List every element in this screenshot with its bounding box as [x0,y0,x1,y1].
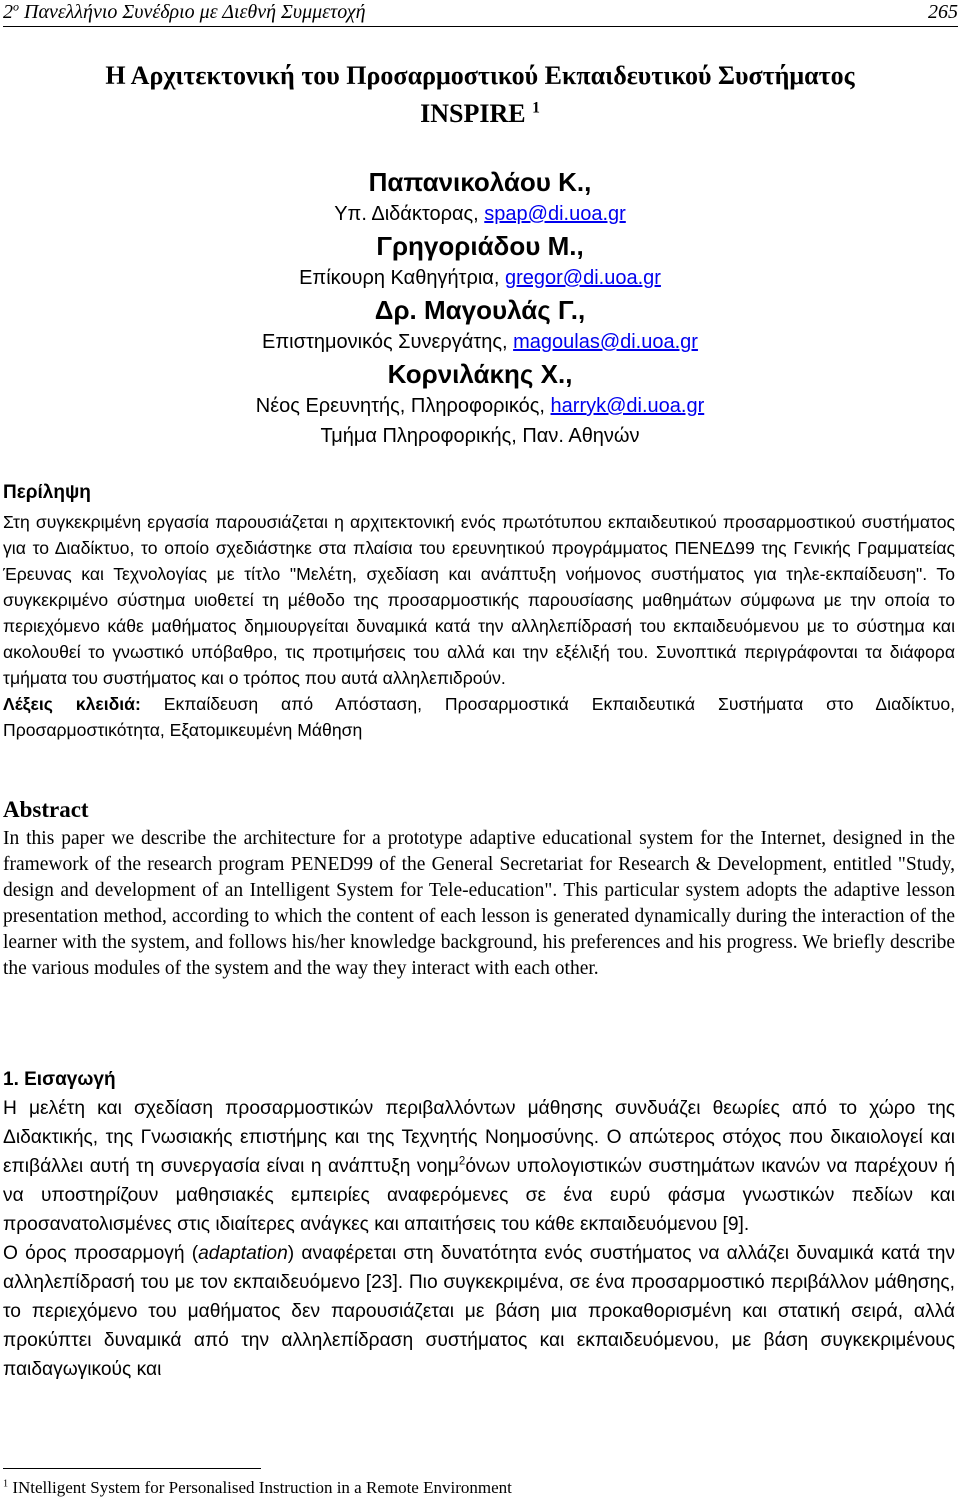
title-line-2: INSPIRE $^1$ [420,99,540,128]
abstract-en-heading: Abstract [3,797,89,822]
running-header [3,0,958,27]
intro-paragraph-1: Η μελέτη και σχεδίαση προσαρμοστικών περιβαλλόντων μάθησης συνδυάζει θεωρίες από το χώρο της Διδακτικής, της Γνωσιακής επιστήμης και της Τεχνητής Νοημοσύνης. Ο απώτερος στόχος που δικαιολογεί και επιβάλλει αυτή τη συνεργασία είναι η ανάπτυξη νοημ$^2$όνων υπολογιστικών συστημάτων ικανών να παρέχουν ή να υποστηρίζουν μαθησιακές εμπειρίες αναφερόμενες σε ένα ευρύ φάσμα γνωστικών πεδίων και προσανατολισμένες στις ιδιαίτερες ανάγκες και απαιτήσεις του κάθε εκπαιδευόμενου [9]. [3,1098,955,1235]
email-link[interactable]: magoulas@di.uoa.gr [513,331,698,353]
page-number: 265 [928,1,958,23]
department: Τμήμα Πληροφορικής, Παν. Αθηνών [320,425,640,447]
intro-paragraph-2: Ο όρος προσαρμογή (adaptation) αναφέρεται στη δυνατότητα ενός συστήματος να αλλάζει δυναμικά κατά την αλληλεπίδρασή του με τον εκπαιδευόμενο [23]. Πιο συγκεκριμένα, σε ένα προσαρμοστικό περιβάλλον μάθησης, το περιεχόμενο του μαθήματος δεν παρουσιάζεται με βάση μια προκαθορισμένη και στατική σειρά, αλλά προκύπτει δυναμικά από την αλληλεπίδραση συστήματος και εκπαιδευόμενου, με βάση συγκεκριμένους παιδαγωγικούς και [3,1243,955,1380]
paper-title [0,57,960,133]
footnote: $^1$ INtelligent System for Personalised Instruction in a Remote Environment [3,1478,512,1497]
author-affiliation: Επίκουρη Καθηγήτρια, gregor@di.uoa.gr [299,267,661,289]
keywords: Εκπαίδευση από Απόσταση, Προσαρμοστικά Εκπαιδευτικά Συστήματα στο Διαδίκτυο, Προσαρμοστικότητα, Εξατομικευμένη Μάθηση [3,694,955,740]
abstract-gr-text: Στη συγκεκριμένη εργασία παρουσιάζεται η αρχιτεκτονική ενός πρωτότυπου εκπαιδευτικού προσαρμοστικού συστήματος για το Διαδίκτυο, το οποίο σχεδιάστηκε στα πλαίσια του ερευνητικού προγράμματος ΠΕΝΕΔ99 της Γενικής Γραμματείας Έρευνας και Τεχνολογίας με τίτλο "Μελέτη, σχεδίαση και ανάπτυξη νοήμονος συστήματος για τηλε-εκπαίδευση". Το συγκεκριμένο σύστημα υιοθετεί τη μέθοδο της προσαρμοστικής παρουσίασης μαθημάτων σύμφωνα με την οποία το περιεχόμενο κάθε μαθήματος δημιουργείται δυναμικά κατά την αλληλεπίδρασή του εκπαιδευόμενου με το σύστημα και ακολουθεί το γνωστικό υπόβαθρο, τις προτιμήσεις του αλλά και την εξέλιξή του. Συνοπτικά περιγράφονται τα διάφορα τμήματα του συστήματος και ο τρόπος που αυτά αλληλεπιδρούν. Λέξεις κλειδιά: Εκπαίδευση από Απόσταση, Προσαρμοστικά Εκπαιδευτικά Συστήματα στο Διαδίκτυο, Προσαρμοστικότητα, Εξατομικευμένη Μάθηση [3,512,955,740]
title-footnote-mark: 1 [532,99,540,117]
keywords-label: Λέξεις κλειδιά: [3,694,141,714]
email-link[interactable]: spap@di.uoa.gr [484,203,626,225]
author-name: Παπανικολάου Κ., [368,167,592,197]
abstract-gr-heading: Περίληψη [3,482,91,503]
author-name: Γρηγοριάδου Μ., [376,231,584,261]
email-link[interactable]: harryk@di.uoa.gr [550,395,705,417]
author-affiliation: Υπ. Διδάκτορας, spap@di.uoa.gr [334,203,626,225]
title-line-1: Η Αρχιτεκτονική του Προσαρμοστικού Εκπαιδευτικού Συστήματος [105,61,855,90]
author-name: Κορνιλάκης Χ., [387,359,573,389]
author-name: Δρ. Μαγουλάς Γ., [374,295,586,325]
author-affiliation: Επιστημονικός Συνεργάτης, magoulas@di.uoa.gr [262,331,698,353]
intro-heading: 1. Εισαγωγή [3,1069,116,1090]
author-block [0,165,960,451]
abstract-en-text: In this paper we describe the architecture for a prototype adaptive educational system for the Internet, designed in the framework of the research program PENED99 of the General Secretariat for Research & Development, entitled "Study, design and development of an Intelligent System for Tele-education". This particular system adopts the adaptive lesson presentation method, according to which the content of each lesson is generated dynamically during the interaction of the learner with the system, and follows his/her knowledge background, his preferences and his progress. We briefly describe the various modules of the system and the way they interact with each other. [3,828,955,979]
author-affiliation: Νέος Ερευνητής, Πληροφορικός, harryk@di.uoa.gr [255,395,705,417]
intro-text [3,1094,955,1384]
conference-name: 2$^o$ Πανελλήνιο Συνέδριο με Διεθνή Συμμετοχή [3,0,366,23]
email-link[interactable]: gregor@di.uoa.gr [504,267,661,289]
footnote-rule [3,1468,261,1469]
